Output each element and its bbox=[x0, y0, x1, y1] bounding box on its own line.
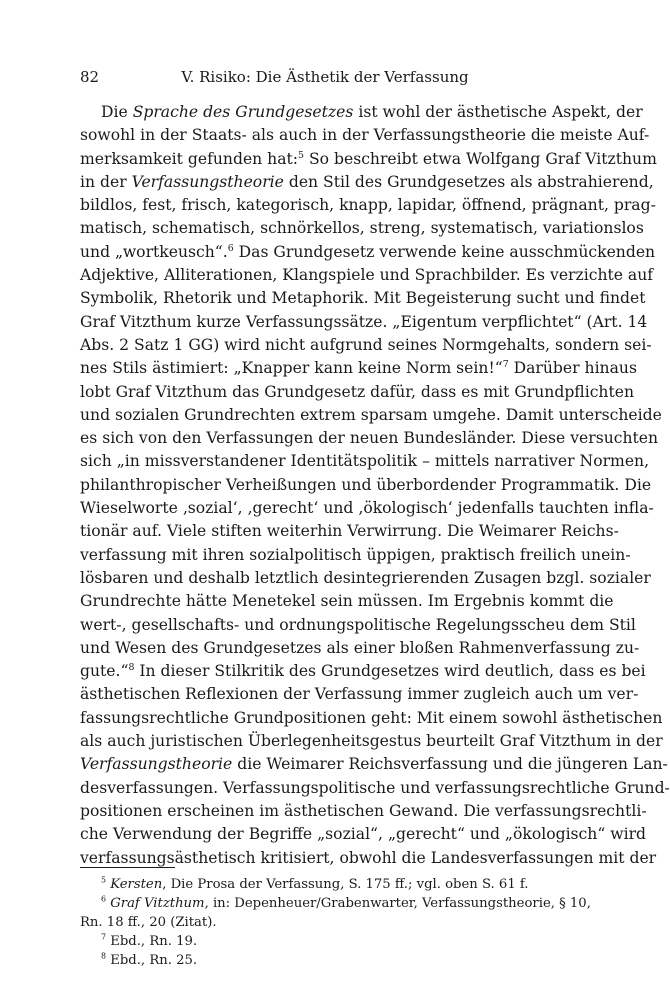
text-line: sowohl in der Staats- als auch in der Verfassungstheorie die meiste Auf- bbox=[80, 126, 650, 145]
text-line: und sozialen Grundrechten extrem sparsam umgehe. Damit unterscheide bbox=[80, 405, 662, 424]
footnote-number: 8 bbox=[101, 951, 107, 961]
footnote-ref: 8 bbox=[128, 661, 135, 673]
text-line: verfassung mit ihren sozialpolitisch üppigen, praktisch freilich unein- bbox=[80, 545, 631, 564]
text-line: fassungsrechtliche Grundpositionen geht: Mit einem sowohl ästhetischen bbox=[80, 708, 663, 727]
footnote-5: $^5$ Kersten, Die Prosa der Verfassung, S. 175 ff.; vgl. oben S. 61 f. bbox=[101, 875, 529, 892]
footnote-number: 5 bbox=[101, 875, 107, 885]
text-line: wert-, gesellschafts- und ordnungspolitische Regelungsscheu dem Stil bbox=[80, 615, 636, 634]
footnotes bbox=[80, 875, 591, 970]
footnote-6: $^6$ Graf Vitzthum, in: Depenheuer/Grabenwarter, Verfassungstheorie, § 10, bbox=[101, 894, 591, 911]
footnote-ref: 5 bbox=[298, 149, 304, 161]
body-paragraph bbox=[80, 101, 670, 870]
text-line: positionen erscheinen im ästhetischen Gewand. Die verfassungsrechtli- bbox=[80, 801, 647, 820]
footnote-number: 6 bbox=[101, 894, 107, 904]
text-line: che Verwendung der Begriffe „sozial“, „gerecht“ und „ökologisch“ wird bbox=[80, 825, 647, 844]
text-line: lobt Graf Vitzthum das Grundgesetz dafür, dass es mit Grundpflichten bbox=[80, 382, 635, 401]
footnote-8: $^8$ Ebd., Rn. 25. bbox=[101, 951, 198, 968]
footnote-6-continuation: Rn. 18 ff., 20 (Zitat). bbox=[80, 915, 217, 930]
running-head: V. Risiko: Die Ästhetik der Verfassung bbox=[181, 68, 469, 86]
text-line: Adjektive, Alliterationen, Klangspiele und Sprachbilder. Es verzichte auf bbox=[80, 266, 654, 285]
text-line: Die Sprache des Grundgesetzes ist wohl der ästhetische Aspekt, der bbox=[101, 103, 643, 121]
text-line: als auch juristischen Überlegenheitsgestus beurteilt Graf Vitzthum in der bbox=[80, 732, 663, 751]
text-line: lösbaren und deshalb letztlich desintegrierenden Zusagen bzgl. sozialer bbox=[80, 568, 651, 587]
text-line: nes Stils ästimiert: „Knapper kann keine Norm sein!“$^7$ Darüber hinaus bbox=[80, 359, 637, 378]
text-line: und „wortkeusch“.$^6$ Das Grundgesetz verwende keine ausschmückenden bbox=[80, 242, 656, 261]
emphasis: Verfassungstheorie bbox=[80, 755, 233, 774]
footnote-ref: 7 bbox=[502, 359, 509, 371]
emphasis: Verfassungstheorie bbox=[131, 172, 284, 191]
page-number: 82 bbox=[80, 68, 100, 86]
text-line: Graf Vitzthum kurze Verfassungssätze. „Eigentum verpflichtet“ (Art. 14 bbox=[80, 312, 648, 331]
text-line: merksamkeit gefunden hat:$^5$ So beschreibt etwa Wolfgang Graf Vitzthum bbox=[80, 149, 657, 168]
footnote-separator bbox=[80, 867, 175, 868]
page-header bbox=[80, 66, 570, 88]
text-line: bildlos, fest, frisch, kategorisch, knapp, lapidar, öffnend, prägnant, prag- bbox=[80, 196, 656, 215]
text-line: sich „in missverstandener Identitätspolitik – mittels narrativer Normen, bbox=[80, 452, 650, 471]
text-line: Verfassungstheorie die Weimarer Reichsverfassung und die jüngeren Lan- bbox=[80, 755, 668, 774]
text-line: in der Verfassungstheorie den Stil des Grundgesetzes als abstrahierend, bbox=[80, 172, 654, 191]
text-line: Symbolik, Rhetorik und Metaphorik. Mit Begeisterung sucht und findet bbox=[80, 289, 646, 308]
text-line: Grundrechte hätte Menetekel sein müssen. Im Ergebnis kommt die bbox=[80, 592, 614, 611]
text-line: gute.“$^8$ In dieser Stilkritik des Grundgesetzes wird deutlich, dass es bei bbox=[80, 661, 646, 681]
text-line: Wieselworte ‚sozial‘, ‚gerecht‘ und ‚ökologisch‘ jedenfalls tauchten infla- bbox=[80, 499, 654, 518]
text-line: desverfassungen. Verfassungspolitische und verfassungsrechtliche Grund- bbox=[80, 778, 670, 797]
footnote-7: $^7$ Ebd., Rn. 19. bbox=[101, 932, 198, 949]
emphasis: Sprache des Grundgesetzes bbox=[132, 103, 354, 121]
text-line: tionär auf. Viele stiften weiterhin Verwirrung. Die Weimarer Reichs- bbox=[80, 522, 619, 541]
footnote-author: Kersten bbox=[110, 877, 163, 892]
text-line: philanthropischer Verheißungen und überbordender Programmatik. Die bbox=[80, 475, 652, 494]
footnote-author: Graf Vitzthum bbox=[110, 896, 205, 911]
text-line: und Wesen des Grundgesetzes als einer bloßen Rahmenverfassung zu- bbox=[80, 638, 640, 657]
footnote-ref: 6 bbox=[227, 242, 234, 254]
text-line: es sich von den Verfassungen der neuen Bundesländer. Diese versuchten bbox=[80, 429, 659, 448]
text-line: verfassungsästhetisch kritisiert, obwohl die Landesverfassungen mit der bbox=[80, 848, 657, 867]
footnote-number: 7 bbox=[101, 932, 107, 942]
text-line: matisch, schematisch, schnörkellos, streng, systematisch, variationslos bbox=[80, 219, 644, 238]
text-line: ästhetischen Reflexionen der Verfassung immer zugleich auch um ver- bbox=[80, 685, 639, 704]
text-line: Abs. 2 Satz 1 GG) wird nicht aufgrund seines Normgehalts, sondern sei- bbox=[80, 335, 652, 354]
